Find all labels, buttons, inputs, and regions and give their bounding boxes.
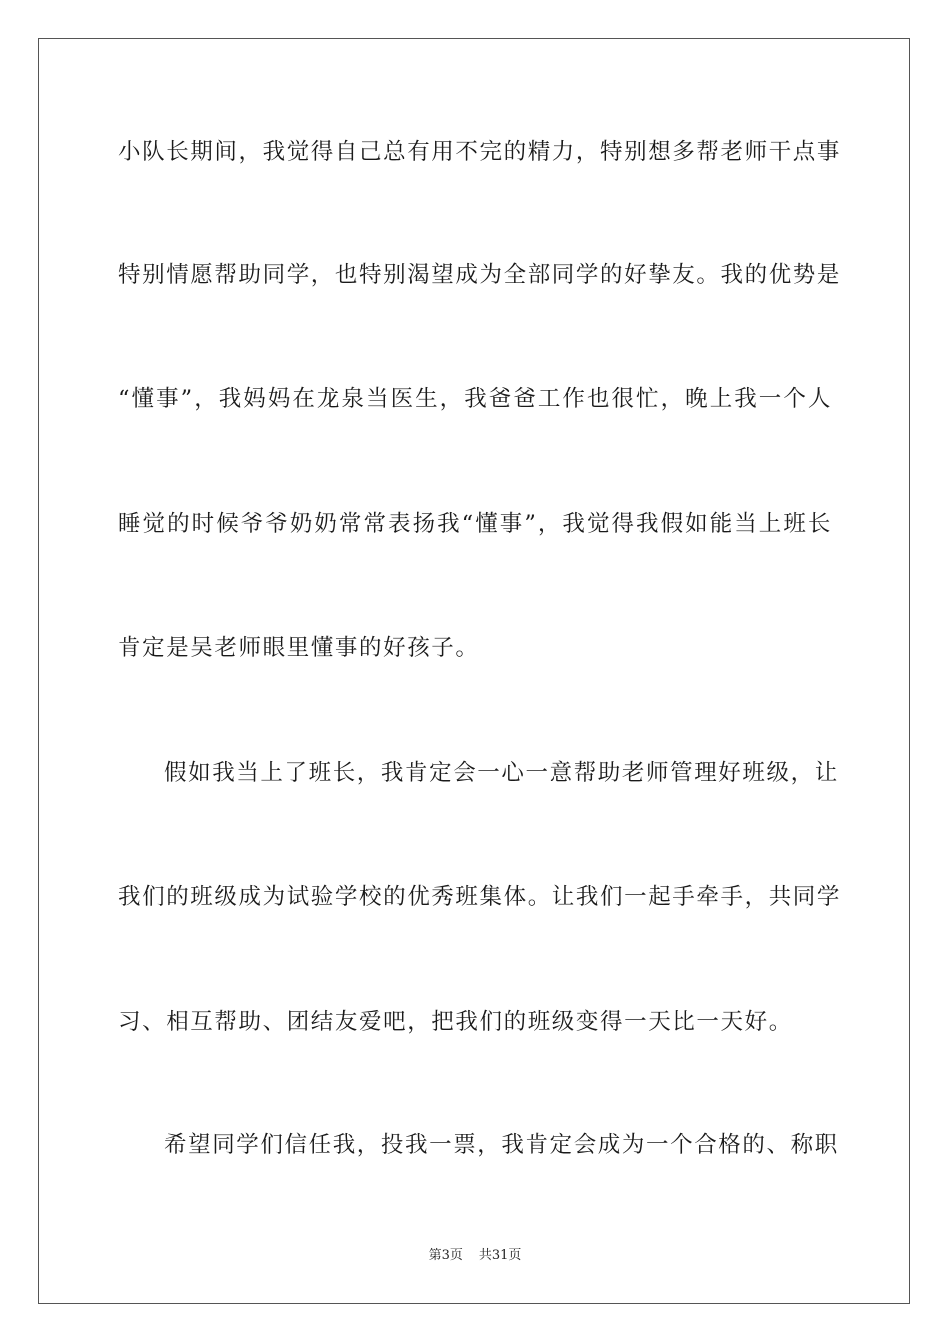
page-border <box>38 38 910 1304</box>
paragraph-2-line-2: 我们的班级成为试验学校的优秀班集体。让我们一起手牵手，共同学 <box>118 884 842 910</box>
paragraph-3-line-1: 希望同学们信任我，投我一票，我肯定会成为一个合格的、称职 <box>164 1132 839 1158</box>
text-line-4: 睡觉的时候爷爷奶奶常常表扬我“懂事”，我觉得我假如能当上班长 <box>118 511 832 537</box>
text-line-1: 小队长期间，我觉得自己总有用不完的精力，特别想多帮老师干点事 <box>118 139 842 165</box>
paragraph-2-line-3: 习、相互帮助、团结友爱吧，把我们的班级变得一天比一天好。 <box>118 1009 793 1035</box>
paragraph-2-line-1: 假如我当上了班长，我肯定会一心一意帮助老师管理好班级，让 <box>164 760 839 786</box>
page-number: 第3页 <box>428 1248 463 1263</box>
text-line-3: “懂事”，我妈妈在龙泉当医生，我爸爸工作也很忙，晚上我一个人 <box>118 386 832 412</box>
page-footer <box>0 1247 950 1265</box>
text-line-5: 肯定是吴老师眼里懂事的好孩子。 <box>118 635 480 661</box>
page-total: 共31页 <box>478 1248 522 1263</box>
text-line-2: 特别情愿帮助同学，也特别渴望成为全部同学的好挚友。我的优势是 <box>118 262 842 288</box>
